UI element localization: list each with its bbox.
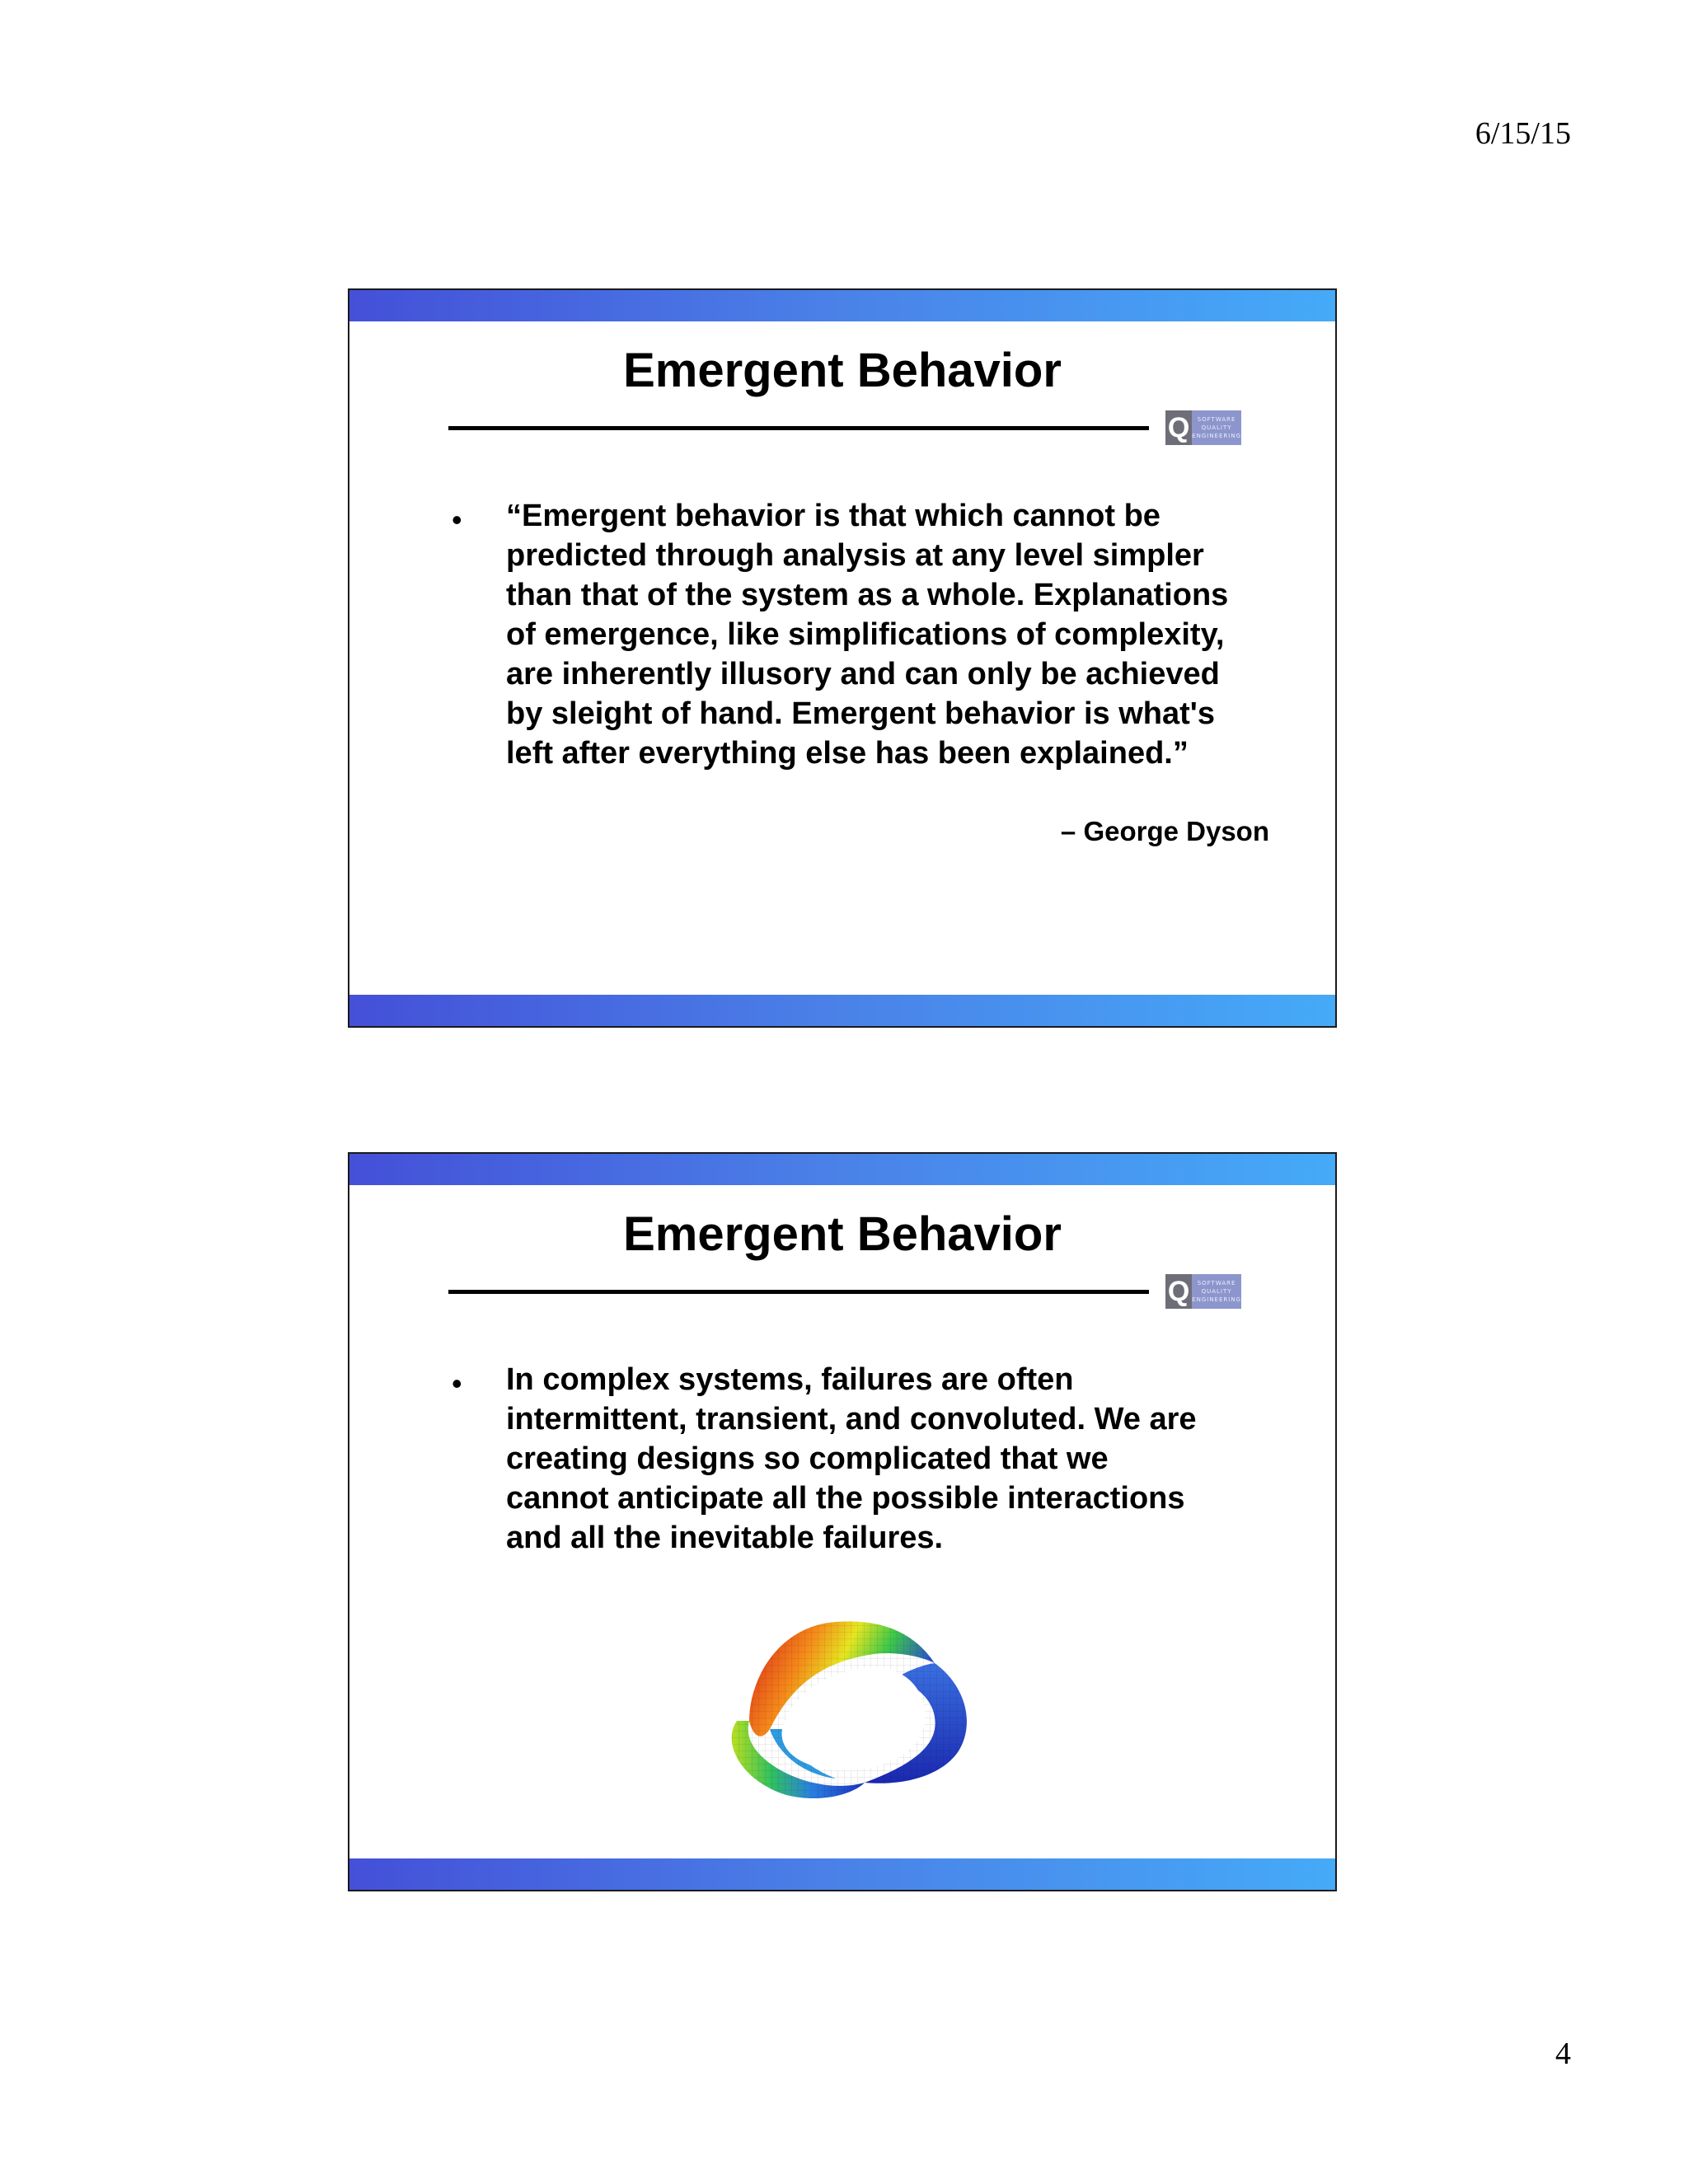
slide-title: Emergent Behavior	[623, 1207, 1062, 1261]
slide-top-bar	[349, 290, 1335, 321]
quote-attribution: – George Dyson	[1060, 816, 1269, 846]
quote-text: “Emergent behavior is that which cannot be predicted through analysis at any level simpler than that of the system as a whole. Explanations of emergence, like simplifications of complexity, are inherently illusory and can only be achieved by sleight of hand. Emergent behavior is what's left after everything else has been explained.”	[506, 499, 1229, 771]
title-divider	[448, 426, 1149, 430]
bullet-marker: •	[452, 503, 462, 537]
page-number: 4	[1555, 2036, 1571, 2071]
slide-bottom-bar	[349, 1858, 1335, 1890]
slide-1	[348, 288, 1337, 1028]
bullet-marker: •	[452, 1366, 462, 1400]
company-logo	[1165, 410, 1241, 445]
title-divider	[448, 1290, 1149, 1294]
company-logo	[1165, 1274, 1241, 1309]
slide-top-bar	[349, 1154, 1335, 1185]
logo-q-icon: Q	[1165, 1274, 1192, 1309]
mobius-strip-image	[712, 1605, 984, 1811]
slide-2	[348, 1152, 1337, 1891]
logo-text: SOFTWARE QUALITY ENGINEERING	[1192, 1274, 1241, 1309]
page-date: 6/15/15	[1475, 116, 1571, 151]
slide-bottom-bar	[349, 995, 1335, 1026]
logo-q-icon: Q	[1165, 410, 1192, 445]
slide-title: Emergent Behavior	[623, 344, 1062, 397]
logo-text: SOFTWARE QUALITY ENGINEERING	[1192, 410, 1241, 445]
body-text: In complex systems, failures are often intermittent, transient, and convoluted. We are creating designs so complicated that we cannot anticipate all the possible interactions and all the inevitable failures.	[506, 1362, 1197, 1555]
